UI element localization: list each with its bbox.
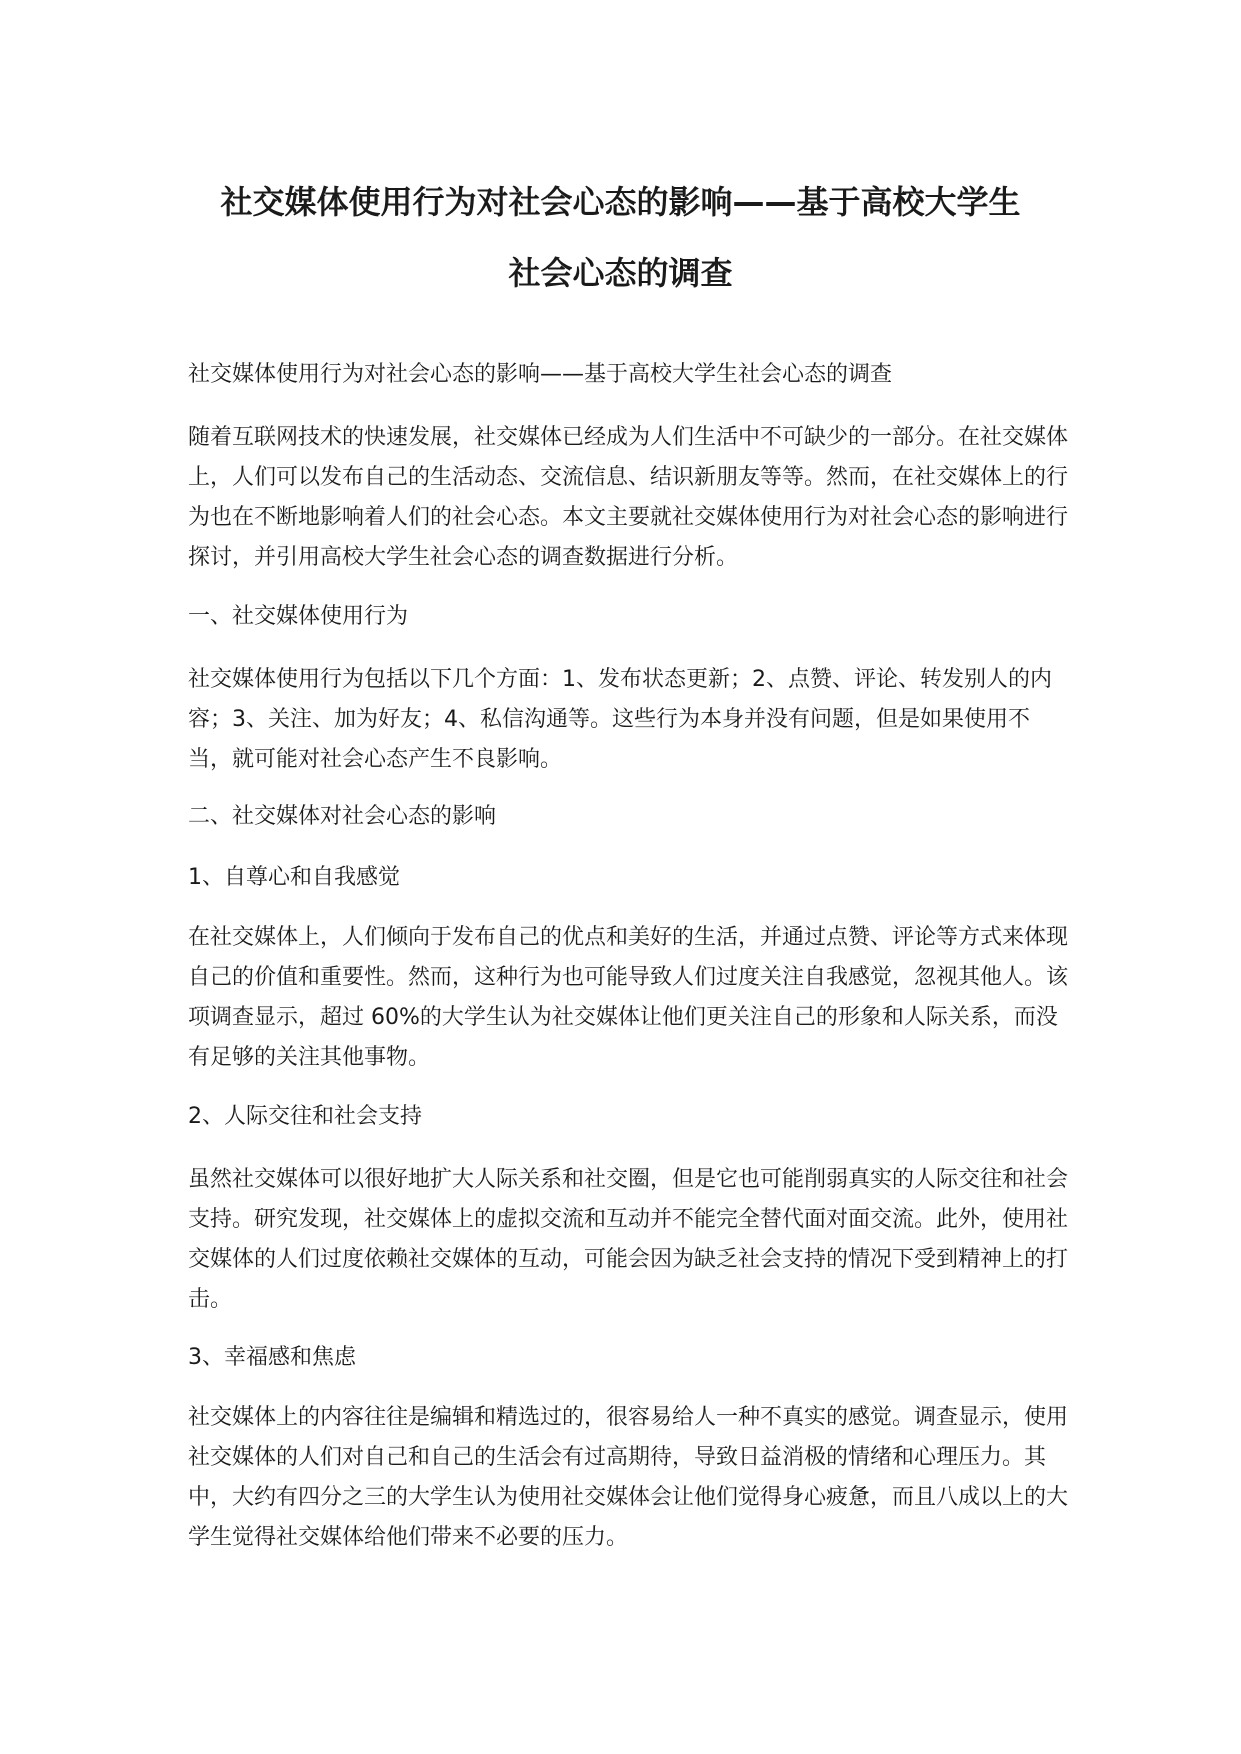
subsection-heading-1: 1、自尊心和自我感觉 xyxy=(188,865,400,890)
section-1-paragraph: 社交媒体使用行为包括以下几个方面：1、发布状态更新；2、点赞、评论、转发别人的内容；3、关注、加为好友；4、私信沟通等。这些行为本身并没有问题，但是如果使用不当，就可能对社会心态产生不良影响。 xyxy=(188,667,1052,772)
document-title-line-2: 社会心态的调查 xyxy=(508,254,733,292)
subsection-2-paragraph: 虽然社交媒体可以很好地扩大人际关系和社交圈，但是它也可能削弱真实的人际交往和社会支持。研究发现，社交媒体上的虚拟交流和互动并不能完全替代面对面交流。此外，使用社交媒体的人们过度依赖社交媒体的互动，可能会因为缺乏社会支持的情况下受到精神上的打击。 xyxy=(188,1167,1069,1312)
subsection-heading-3: 3、幸福感和焦虑 xyxy=(188,1345,356,1370)
subsection-1-paragraph: 在社交媒体上，人们倾向于发布自己的优点和美好的生活，并通过点赞、评论等方式来体现自己的价值和重要性。然而，这种行为也可能导致人们过度关注自我感觉，忽视其他人。该项调查显示，超过 60%的大学生认为社交媒体让他们更关注自己的形象和人际关系，而没有足够的关注其他事物。 xyxy=(188,925,1069,1070)
subsection-3-paragraph: 社交媒体上的内容往往是编辑和精选过的，很容易给人一种不真实的感觉。调查显示，使用社交媒体的人们对自己和自己的生活会有过高期待，导致日益消极的情绪和心理压力。其中，大约有四分之三的大学生认为使用社交媒体会让他们觉得身心疲惫，而且八成以上的大学生觉得社交媒体给他们带来不必要的压力。 xyxy=(188,1405,1069,1550)
section-heading-1: 一、社交媒体使用行为 xyxy=(188,604,409,629)
intro-paragraph: 随着互联网技术的快速发展，社交媒体已经成为人们生活中不可缺少的一部分。在社交媒体上，人们可以发布自己的生活动态、交流信息、结识新朋友等等。然而，在社交媒体上的行为也在不断地影响着人们的社会心态。本文主要就社交媒体使用行为对社会心态的影响进行探讨，并引用高校大学生社会心态的调查数据进行分析。 xyxy=(188,425,1069,570)
section-heading-2: 二、社交媒体对社会心态的影响 xyxy=(188,804,497,829)
document-title-line-1: 社交媒体使用行为对社会心态的影响——基于高校大学生 xyxy=(220,183,1021,221)
subsection-heading-2: 2、人际交往和社会支持 xyxy=(188,1104,422,1129)
subtitle-paragraph: 社交媒体使用行为对社会心态的影响——基于高校大学生社会心态的调查 xyxy=(188,362,893,387)
